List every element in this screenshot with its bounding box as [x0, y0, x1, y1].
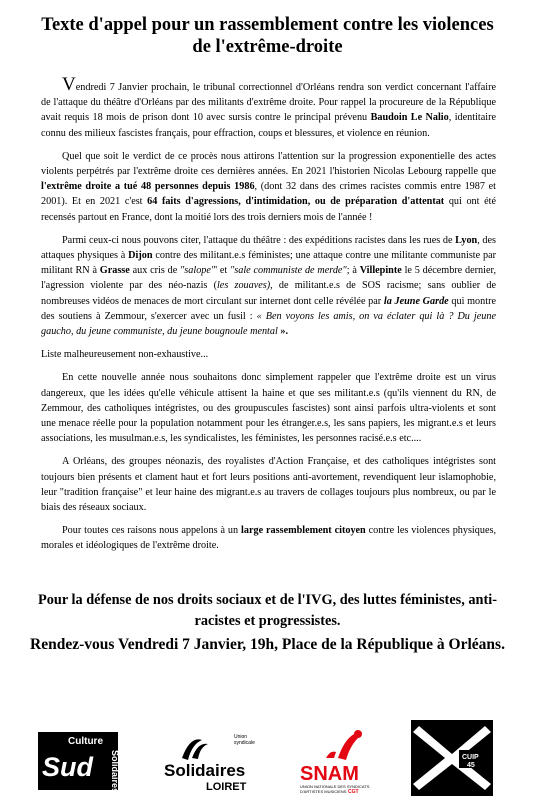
sud-culture-logo [38, 732, 120, 794]
paragraph-3: Parmi ceux-ci nous pouvons citer, l'attaque du théâtre : des expéditions racistes dans les rues de Lyon, des attaques physiques à Dijon contre des militant.e.s féministes; une attaque contre une militante communiste par militant RN à Grasse aux cris de "salope"' et "sale communiste de merde"; à Villepinte le 5 décembre dernier, l'agression violente par des néo-nazis (les zouaves), de militant.e.s de SOS racisme; sans oublier de nombreuses vidéos de menaces de mort circulant sur internet dont celle révélée par la Jeune Garde qui montre des soutiens à Zemmour, s'exercer avec un fusil : « Ben voyons les amis, on va éclater qui là ? Du jeune gaucho, du jeune communiste, du jeune bougnoule mental ». [41, 234, 496, 338]
sud-top-text: Culture [68, 736, 103, 747]
name-highlight: Baudoin Le Nalio [370, 112, 449, 124]
cuip-num-text: 45 [467, 762, 475, 769]
cuip-main-text: CUIP [462, 754, 479, 761]
paragraph-5: En cette nouvelle année nous souhaitons donc simplement rappeler que l'extrême droite est un virus dangereux, que les idées qu'elle véhicule attisent la haine et que ses militant.e.s (qu'ils viennent du RN, de Zemmour, des catholiques intégristes, ou des groupuscules fascistes) sont ainsi parfois ultra-violents et sont une menace réelle pour la population notamment pour les étranger.e.s, les sans papiers, les migrant.e.s et leurs associations, les musulman.e.s, les syndicalistes, les féministes, les personnes racisé.e.s etc.... [41, 372, 496, 445]
cuip-45-logo [411, 720, 493, 796]
dropcap: V [62, 74, 76, 95]
paragraph-7: Pour toutes ces raisons nous appelons à un large rassemblement citoyen contre les violences physiques, morales et idéologiques de l'extrême droite. [41, 525, 496, 552]
svg-text:D'ARTISTES MUSICIENS: D'ARTISTES MUSICIENS [300, 789, 347, 794]
svg-text:syndicale: syndicale [234, 740, 255, 746]
solidaires-loiret-logo [162, 732, 272, 794]
snam-main-text: SNAM [300, 763, 359, 785]
paragraph-2: Quel que soit le verdict de ce procès nous attirons l'attention sur la progression exponentielle des actes violents perpétrés par l'extrême droite ces dernières années. En 2021 l'historien Nicolas Lebourg rappelle que l'extrême droite a tué 48 personnes depuis 1986, (dont 32 dans des crimes racistes commis entre 1987 et 2001). Et en 2021 c'est 64 faits d'agressions, d'intimidation, ou de préparation d'attentat qui ont été recensés partout en France, dont la moitié lors des trois derniers mois de l'année ! [41, 150, 496, 223]
call-to-action-meeting: Rendez-vous Vendredi 7 Janvier, 19h, Place de la République à Orléans. [30, 636, 505, 653]
svg-text:UNION NATIONALE DES SYNDICATS: UNION NATIONALE DES SYNDICATS [300, 784, 370, 789]
sud-side-text: Solidaires [110, 750, 120, 794]
svg-text:Union: Union [234, 734, 248, 740]
paragraph-4: Liste malheureusement non-exhaustive... [41, 349, 209, 361]
paragraph-6: A Orléans, des groupes néonazis, des royalistes d'Action Française, et des catholiques intégristes sont toujours bien présents et clament haut et fort leurs positions anti-avortement, revendiquent leur islamophobie, leur "tradition française" et leur haine des migrant.e.s au travers de collages toujours plus nombreux, ou par le biais des réseaux sociaux. [41, 456, 496, 514]
sud-main-text: Sud [42, 752, 93, 782]
snam-logo [296, 728, 386, 796]
logos-bar [0, 718, 535, 797]
solidaires-main-text: Solidaires [164, 761, 246, 780]
paragraph-1: Vendredi 7 Janvier prochain, le tribunal correctionnel d'Orléans rendra son verdict concernant l'affaire de l'attaque du théâtre d'Orléans par des militants d'extrême droite. Pour rappel la procureure de la République avait requis 18 mois de prison dont 10 avec sursis contre le principal prévenu Baudoin Le Nalio, identitaire connu des milieux fascistes français, pour effraction, coups et blessures, et violence en réunion. [41, 74, 496, 139]
solidaires-sub-text: LOIRET [206, 781, 247, 793]
page-title: Texte d'appel pour un rassemblement contre les violences de l'extrême-droite [41, 15, 494, 57]
body-text [41, 74, 496, 562]
svg-text:CGT: CGT [348, 789, 359, 795]
call-to-action-rights: Pour la défense de nos droits sociaux et de l'IVG, des luttes féministes, anti-racistes et progressistes. [38, 592, 497, 629]
